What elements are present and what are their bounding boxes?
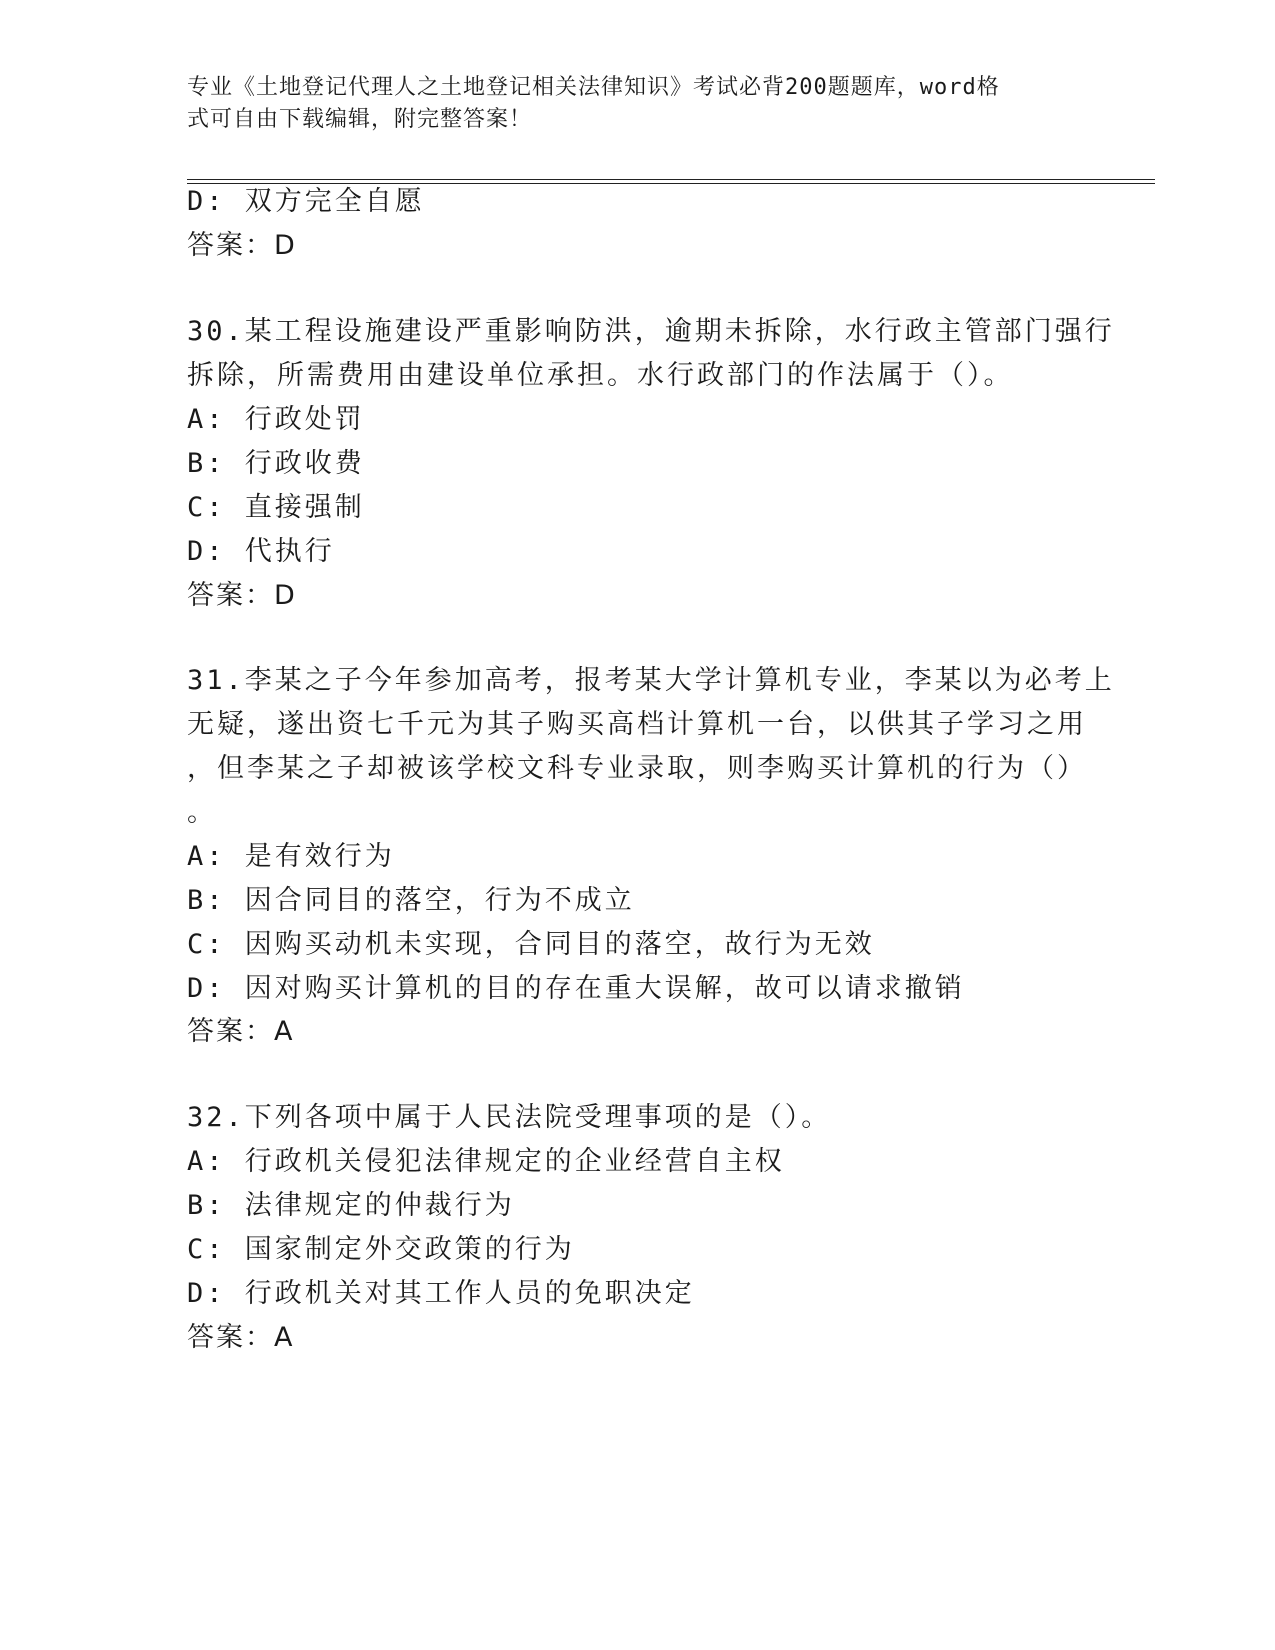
q30-option-a: A: 行政处罚 xyxy=(187,404,365,435)
q32-answer: 答案：A xyxy=(187,1322,295,1353)
q32-option-a: A: 行政机关侵犯法律规定的企业经营自主权 xyxy=(187,1146,785,1177)
header-line-2: 式可自由下载编辑，附完整答案！ xyxy=(187,107,533,132)
q32-option-b: B: 法律规定的仲裁行为 xyxy=(187,1190,515,1221)
q30-stem-line-1: 30.某工程设施建设严重影响防洪，逾期未拆除，水行政主管部门强行 xyxy=(187,316,1115,347)
q31-option-b: B: 因合同目的落空，行为不成立 xyxy=(187,885,635,916)
document-header xyxy=(187,72,1087,136)
q32-option-d: D: 行政机关对其工作人员的免职决定 xyxy=(187,1278,695,1309)
prev-answer: 答案：D xyxy=(187,230,297,261)
prev-option-d: D: 双方完全自愿 xyxy=(187,186,425,217)
q32-stem-line-1: 32.下列各项中属于人民法院受理事项的是（）。 xyxy=(187,1102,832,1133)
q30-option-c: C: 直接强制 xyxy=(187,492,365,523)
q31-option-c: C: 因购买动机未实现，合同目的落空，故行为无效 xyxy=(187,929,875,960)
q31-stem-line-1: 31.李某之子今年参加高考，报考某大学计算机专业，李某以为必考上 xyxy=(187,665,1115,696)
q30-option-d: D: 代执行 xyxy=(187,536,335,567)
q30-stem-line-2: 拆除，所需费用由建设单位承担。水行政部门的作法属于（）。 xyxy=(187,360,1014,391)
q31-stem-line-3: ，但李某之子却被该学校文科专业录取，则李购买计算机的行为（） xyxy=(187,753,1087,784)
q31-stem-line-2: 无疑，遂出资七千元为其子购买高档计算机一台，以供其子学习之用 xyxy=(187,709,1087,740)
q31-stem-line-4: 。 xyxy=(187,797,217,828)
q30-answer: 答案：D xyxy=(187,580,297,611)
q32-option-c: C: 国家制定外交政策的行为 xyxy=(187,1234,575,1265)
q30-option-b: B: 行政收费 xyxy=(187,448,365,479)
q31-option-d: D: 因对购买计算机的目的存在重大误解，故可以请求撤销 xyxy=(187,973,965,1004)
header-line-1: 专业《土地登记代理人之土地登记相关法律知识》考试必背200题题库，word格 xyxy=(187,75,1000,100)
q31-option-a: A: 是有效行为 xyxy=(187,841,395,872)
header-divider-top xyxy=(187,179,1155,180)
q31-answer: 答案：A xyxy=(187,1016,295,1047)
